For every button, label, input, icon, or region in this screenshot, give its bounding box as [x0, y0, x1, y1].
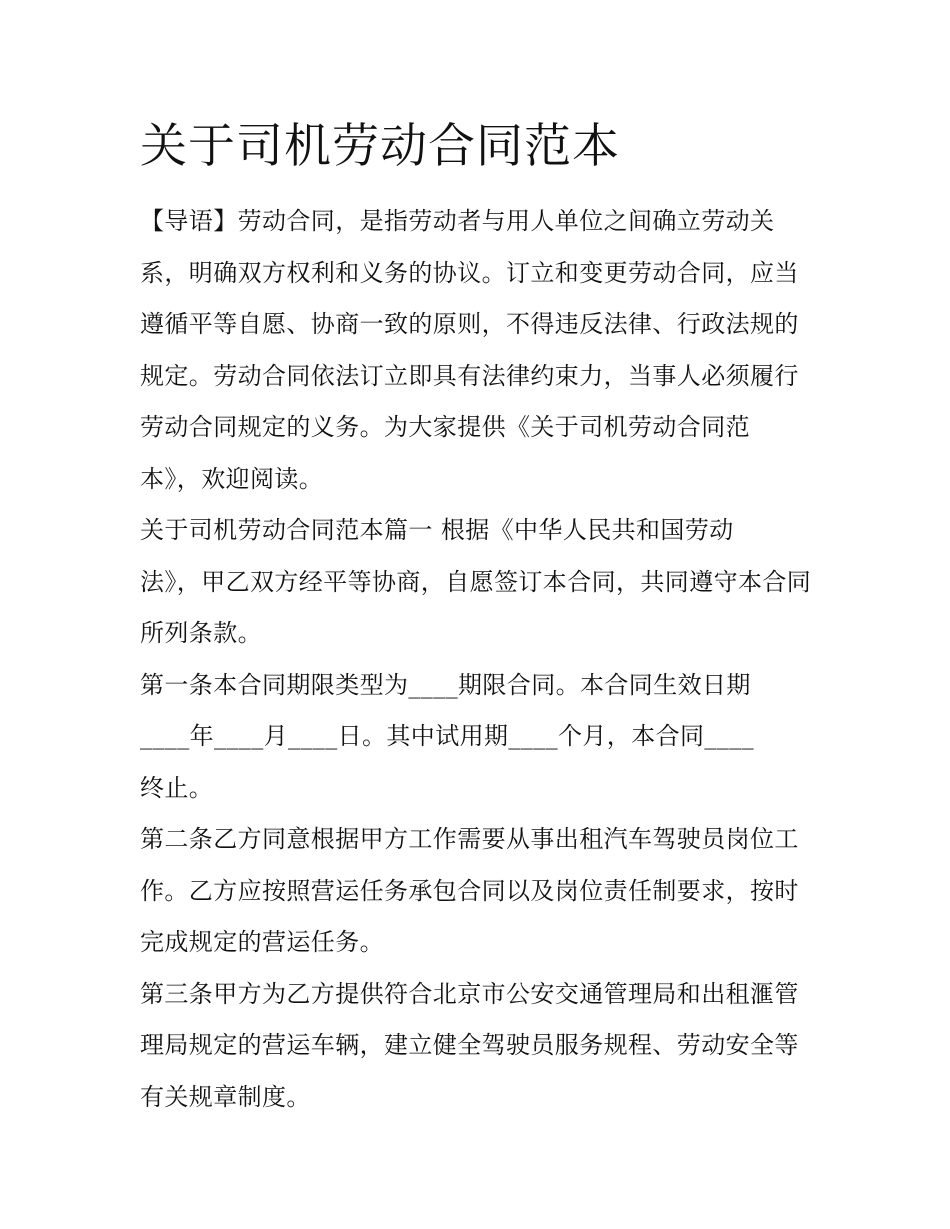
article-one-paragraph: 第一条本合同期限类型为____期限合同。本合同生效日期 ____年____月____日。其中试用期____个月，本合同____ 终止。 [140, 670, 754, 802]
document-title: 关于司机劳动合同范本 [140, 119, 620, 174]
article-three-paragraph: 第三条甲方为乙方提供符合北京市公安交通管理局和出租滙管理局规定的营运车辆，建立健全驾驶员服务规程、劳动安全等有关规章制度。 [140, 979, 799, 1111]
article-two-paragraph: 第二条乙方同意根据甲方工作需要从事出租汽车驾驶员岗位工作。乙方应按照营运任务承包合同以及岗位责任制要求，按时完成规定的营运任务。 [140, 825, 799, 956]
document-body [140, 196, 812, 1123]
intro-paragraph: 【导语】劳动合同，是指劳动者与用人单位之间确立劳动关系，明确双方权利和义务的协议。订立和变更劳动合同，应当遵循平等自愿、协商一致的原则，不得违反法律、行政法规的规定。劳动合同依法订立即具有法律约束力，当事人必须履行劳动合同规定的义务。为大家提供《关于司机劳动合同范 本》，欢迎阅读。 [140, 207, 799, 493]
section-one-paragraph: 关于司机劳动合同范本篇一 根据《中华人民共和国劳动 法》，甲乙双方经平等协商，自愿签订本合同，共同遵守本合同所列条款。 [140, 516, 812, 647]
